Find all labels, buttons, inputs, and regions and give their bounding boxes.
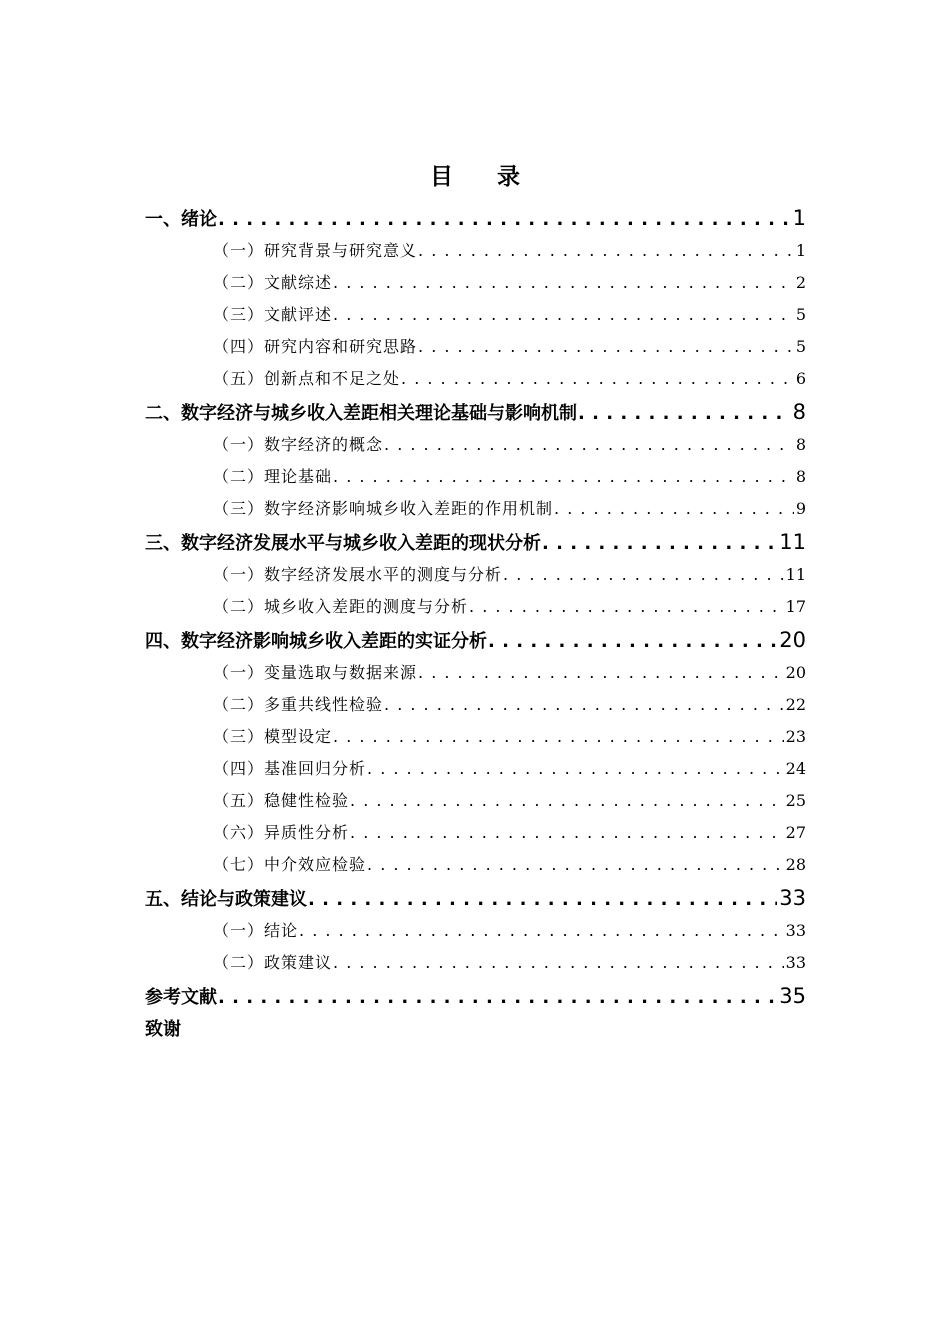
toc-entry-label: （一）数字经济发展水平的测度与分析: [213, 565, 503, 584]
toc-entry-page: 5: [795, 305, 806, 324]
dot-leader: [308, 883, 777, 915]
toc-entry-label: 参考文献: [145, 987, 217, 1008]
toc-entry[interactable]: [145, 721, 806, 753]
dot-leader: [367, 849, 784, 881]
toc-entry[interactable]: [145, 331, 806, 363]
toc-entry-page: 1: [792, 206, 806, 230]
toc-entry-page: 20: [779, 628, 806, 652]
toc-entry-page: 28: [785, 855, 806, 874]
toc-entry[interactable]: [145, 363, 806, 395]
toc-entry-label: （六）异质性分析: [213, 823, 350, 842]
toc-entry[interactable]: [145, 429, 806, 461]
toc-entry-page: 22: [785, 695, 806, 714]
toc-entry[interactable]: [145, 817, 806, 849]
toc-entry-label: （七）中介效应检验: [213, 855, 367, 874]
toc-entry[interactable]: [145, 395, 806, 429]
toc-entry-label: 五、结论与政策建议: [145, 889, 307, 910]
toc-entry-page: 20: [785, 663, 806, 682]
dot-leader: [350, 817, 784, 849]
toc-entry-label: （五）创新点和不足之处: [213, 369, 401, 388]
dot-leader: [333, 947, 784, 979]
toc-entry[interactable]: [145, 623, 806, 657]
dot-leader: [384, 689, 784, 721]
toc-entry-page: 33: [779, 886, 806, 910]
toc-entry-page: 24: [785, 759, 806, 778]
toc-entry[interactable]: [145, 689, 806, 721]
toc-entry[interactable]: [145, 235, 806, 267]
toc-entry-label: （一）结论: [213, 921, 299, 940]
toc-title: 目录: [430, 164, 564, 190]
toc-entry[interactable]: [145, 947, 806, 979]
toc-entry[interactable]: [145, 201, 806, 235]
dot-leader: [218, 203, 791, 235]
toc-entry-label: 一、绪论: [145, 209, 217, 230]
dot-leader: [554, 493, 794, 525]
toc-entry-page: 33: [785, 953, 806, 972]
toc-entry-label: （二）多重共线性检验: [213, 695, 384, 714]
toc-entry-page: 6: [795, 369, 806, 388]
table-of-contents: [145, 201, 806, 1047]
dot-leader: [418, 331, 794, 363]
dot-leader: [333, 299, 794, 331]
toc-entry-label: （三）数字经济影响城乡收入差距的作用机制: [213, 499, 554, 518]
toc-entry[interactable]: [145, 299, 806, 331]
dot-leader: [418, 657, 784, 689]
toc-entry[interactable]: [145, 493, 806, 525]
toc-entry[interactable]: [145, 461, 806, 493]
dot-leader: [367, 753, 784, 785]
dot-leader: [401, 363, 794, 395]
toc-entry[interactable]: [145, 849, 806, 881]
toc-entry-label: （四）基准回归分析: [213, 759, 367, 778]
toc-entry[interactable]: [145, 979, 806, 1013]
dot-leader: [384, 429, 794, 461]
toc-entry-label: （五）稳健性检验: [213, 791, 350, 810]
toc-entry-page: 11: [779, 530, 806, 554]
toc-entry-label: （二）城乡收入差距的测度与分析: [213, 597, 469, 616]
toc-entry[interactable]: [145, 785, 806, 817]
toc-entry[interactable]: [145, 915, 806, 947]
toc-entry-page: 33: [785, 921, 806, 940]
toc-entry-label: 四、数字经济影响城乡收入差距的实证分析: [145, 631, 487, 652]
dot-leader: [418, 235, 794, 267]
toc-entry-label: （二）理论基础: [213, 467, 333, 486]
toc-entry-page: 11: [785, 565, 806, 584]
dot-leader: [503, 559, 784, 591]
dot-leader: [542, 527, 777, 559]
dot-leader: [333, 461, 794, 493]
toc-entry-label: 致谢: [145, 1019, 181, 1040]
toc-entry-page: 27: [785, 823, 806, 842]
toc-entry[interactable]: [145, 525, 806, 559]
toc-entry-page: 2: [795, 273, 806, 292]
toc-entry-page: 25: [785, 791, 806, 810]
toc-entry[interactable]: [145, 559, 806, 591]
toc-entry[interactable]: [145, 591, 806, 623]
toc-entry-page: 23: [785, 727, 806, 746]
toc-entry-page: 17: [785, 597, 806, 616]
toc-entry-label: （三）文献评述: [213, 305, 333, 324]
toc-entry-label: （一）研究背景与研究意义: [213, 241, 418, 260]
toc-entry-label: （三）模型设定: [213, 727, 333, 746]
toc-entry-label: （四）研究内容和研究思路: [213, 337, 418, 356]
toc-entry-page: 8: [795, 435, 806, 454]
toc-entry-label: 二、数字经济与城乡收入差距相关理论基础与影响机制: [145, 403, 577, 424]
toc-entry[interactable]: [145, 657, 806, 689]
toc-entry[interactable]: [145, 881, 806, 915]
toc-entry[interactable]: [145, 753, 806, 785]
toc-entry[interactable]: [145, 1013, 806, 1047]
dot-leader: [469, 591, 784, 623]
dot-leader: [333, 721, 784, 753]
toc-entry-page: 5: [795, 337, 806, 356]
dot-leader: [218, 981, 777, 1013]
toc-entry-label: 三、数字经济发展水平与城乡收入差距的现状分析: [145, 533, 541, 554]
dot-leader: [333, 267, 794, 299]
toc-entry-page: 8: [792, 400, 806, 424]
toc-entry-label: （一）数字经济的概念: [213, 435, 384, 454]
toc-entry-label: （二）政策建议: [213, 953, 333, 972]
toc-entry-page: 8: [795, 467, 806, 486]
toc-entry-page: 1: [795, 241, 806, 260]
dot-leader: [350, 785, 784, 817]
toc-entry-page: 35: [779, 984, 806, 1008]
toc-entry-page: 9: [795, 499, 806, 518]
toc-entry-label: （二）文献综述: [213, 273, 333, 292]
dot-leader: [299, 915, 784, 947]
toc-entry[interactable]: [145, 267, 806, 299]
dot-leader: [488, 625, 777, 657]
dot-leader: [578, 397, 791, 429]
toc-entry-label: （一）变量选取与数据来源: [213, 663, 418, 682]
